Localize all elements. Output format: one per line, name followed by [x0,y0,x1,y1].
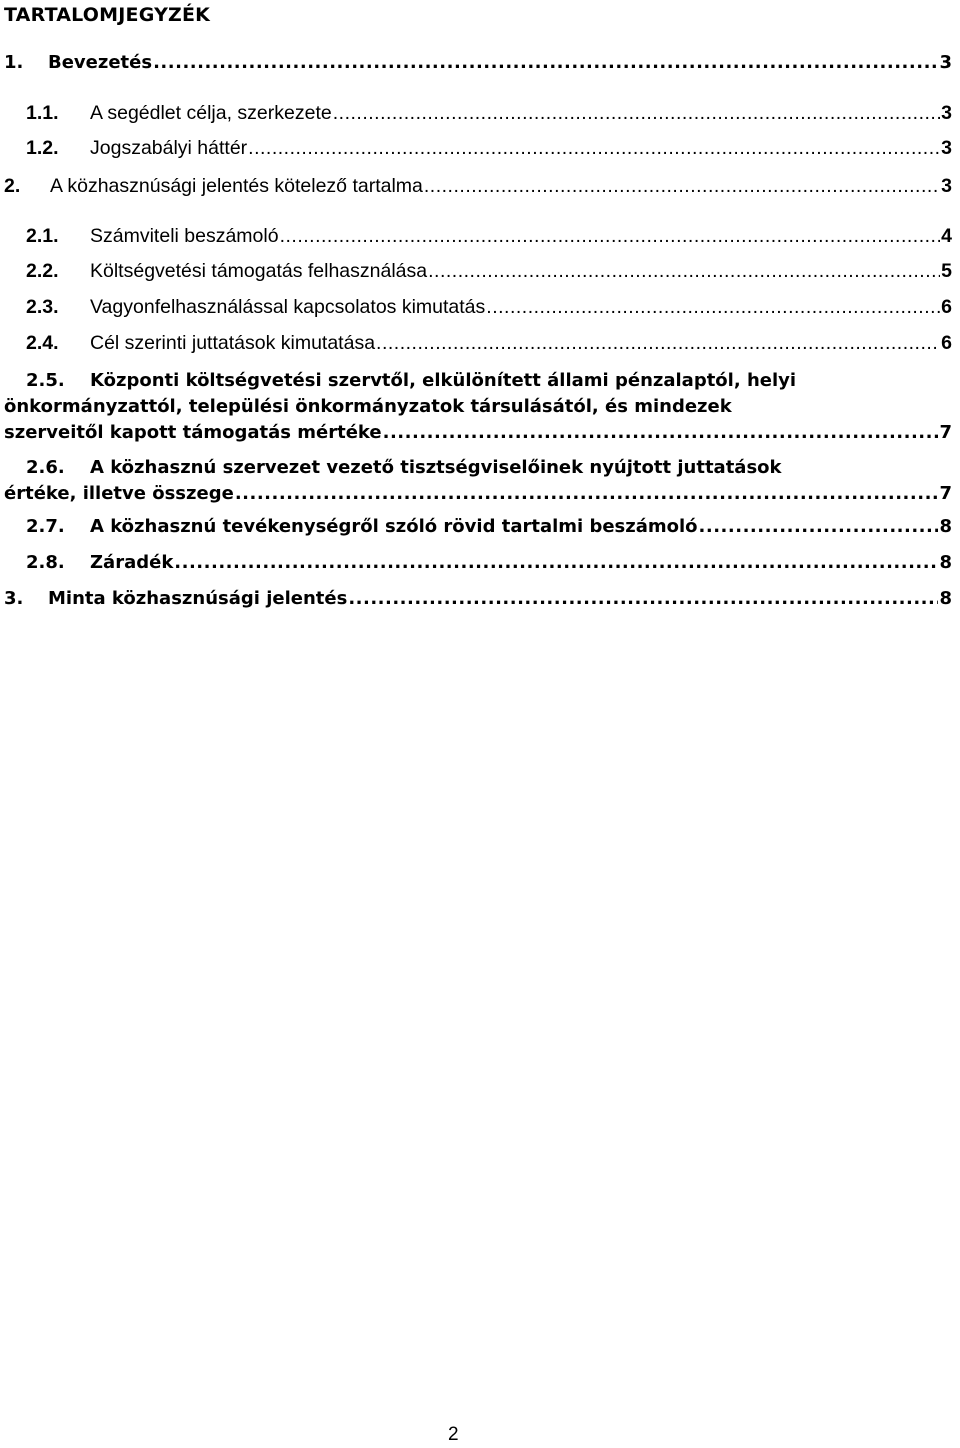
toc-title: A közhasznúsági jelentés kötelező tartalma [50,175,423,197]
dot-leader [699,514,939,540]
dot-leader [174,550,938,576]
toc-title: Minta közhasznúsági jelentés [48,588,348,609]
dot-leader [376,330,940,356]
toc-number: 2.3. [26,296,59,318]
toc-title: Vagyonfelhasználással kapcsolatos kimutatás [90,296,486,318]
toc-entry-2[interactable] [4,173,952,199]
toc-title-line-1: Központi költségvetési szervtől, elkülönített állami pénzalaptól, helyi [90,370,797,391]
toc-title-line-2: önkormányzattól, települési önkormányzatok társulásától, és mindezek [4,396,732,417]
toc-entry-1-2[interactable] [26,135,952,161]
toc-page-number: 8 [939,588,952,609]
toc-number: 2.6. [26,457,65,478]
dot-leader [235,481,939,507]
toc-page-number: 6 [941,332,952,354]
toc-entry-1[interactable] [4,50,952,76]
toc-number: 2.7. [26,516,65,537]
toc-number: 2.5. [26,370,65,391]
dot-leader [428,258,940,284]
toc-title: Záradék [90,552,174,573]
toc-number: 3. [4,588,24,609]
toc-title: A közhasznú tevékenységről szóló rövid tartalmi beszámoló [90,516,698,537]
dot-leader [248,135,940,161]
toc-page-number: 3 [939,52,952,73]
toc-number: 2.4. [26,332,59,354]
toc-entry-2-2[interactable] [26,258,952,284]
toc-entry-3[interactable] [4,586,952,612]
toc-title: Cél szerinti juttatások kimutatása [90,332,376,354]
dot-leader [383,420,939,446]
toc-number: 1.2. [26,137,59,159]
toc-title: Költségvetési támogatás felhasználása [90,260,428,282]
dot-leader [486,294,940,320]
toc-title: Számviteli beszámoló [90,225,279,247]
toc-number: 1. [4,52,24,73]
toc-entry-1-1[interactable] [26,100,952,126]
toc-title: Bevezetés [48,52,153,73]
toc-entry-2-1[interactable] [26,223,952,249]
toc-page-number: 8 [939,552,952,573]
toc-title: Jogszabályi háttér [90,137,248,159]
toc-page-number: 6 [941,296,952,318]
toc-entry-2-8[interactable] [26,550,952,576]
toc-number: 2.1. [26,225,59,247]
toc-page-number: 5 [941,260,952,282]
toc-title-line-2: értéke, illetve összege [4,483,234,504]
toc-title-line-1: A közhasznú szervezet vezető tisztségviselőinek nyújtott juttatások [90,457,782,478]
toc-page-number: 3 [941,137,952,159]
dot-leader [348,586,938,612]
toc-entry-2-6[interactable] [4,455,952,507]
dot-leader [333,100,940,126]
dot-leader [153,50,938,76]
toc-entry-2-5[interactable] [4,368,952,446]
footer-page-number: 2 [448,1424,459,1445]
toc-page-number: 8 [939,516,952,537]
toc-number: 2.8. [26,552,65,573]
toc-entry-2-7[interactable] [26,514,952,540]
toc-number: 2. [4,175,21,197]
toc-page-number: 7 [939,422,952,443]
toc-page-number: 7 [939,483,952,504]
toc-number: 1.1. [26,102,59,124]
toc-number: 2.2. [26,260,59,282]
toc-title: A segédlet célja, szerkezete [90,102,332,124]
page-title: TARTALOMJEGYZÉK [4,4,211,26]
dot-leader [280,223,941,249]
toc-page-number: 3 [941,175,952,197]
toc-page-number: 4 [941,225,952,247]
toc-entry-2-4[interactable] [26,330,952,356]
toc-page-number: 3 [941,102,952,124]
dot-leader [424,173,940,199]
toc-title-line-3: szerveitől kapott támogatás mértéke [4,422,382,443]
toc-entry-2-3[interactable] [26,294,952,320]
